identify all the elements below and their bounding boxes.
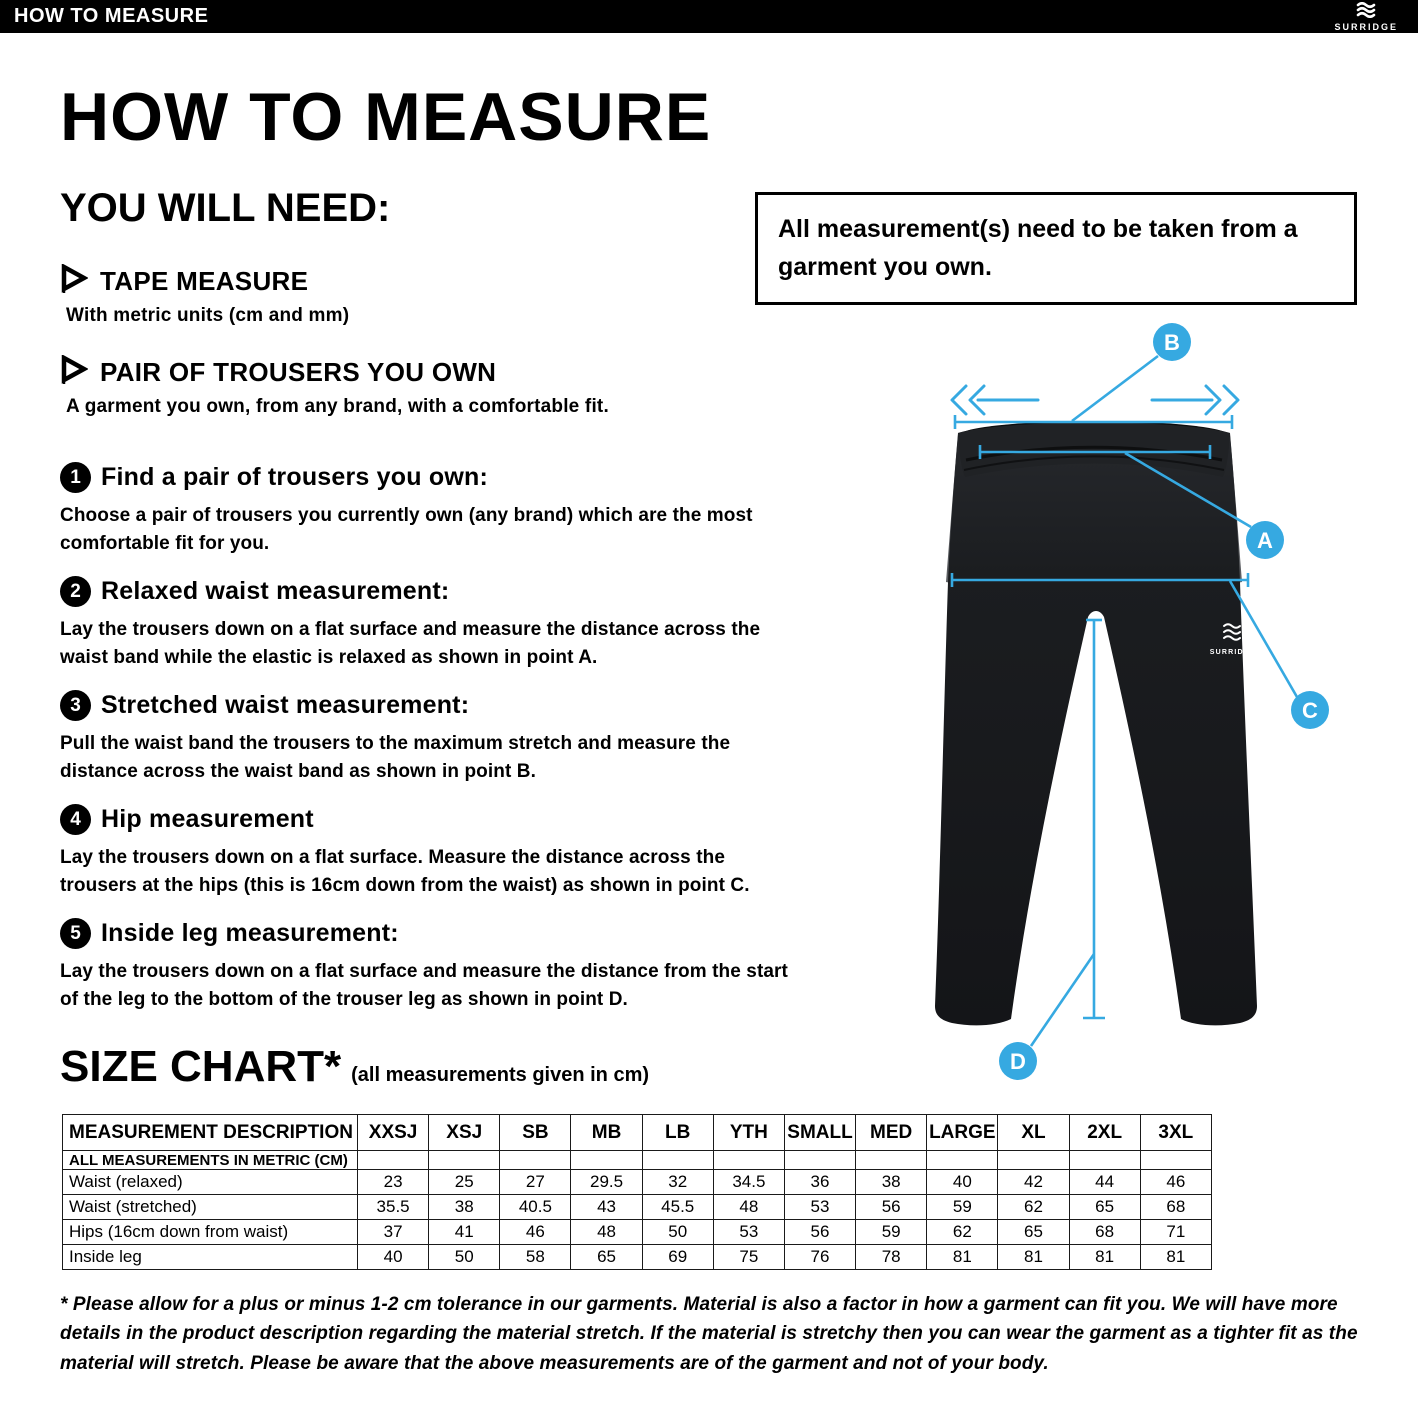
size-table-empty-cell <box>358 1151 429 1170</box>
trousers-measurement-diagram <box>900 320 1412 1090</box>
size-table-empty-cell <box>1069 1151 1140 1170</box>
step-number-badge: 2 <box>60 576 91 607</box>
size-table-value-cell: 65 <box>1069 1195 1140 1220</box>
step-1 <box>60 462 850 557</box>
size-table-row <box>63 1170 1212 1195</box>
size-table-metric-note: ALL MEASUREMENTS IN METRIC (CM) <box>63 1151 358 1170</box>
size-table-header-cell: YTH <box>713 1115 784 1151</box>
size-table-value-cell: 76 <box>784 1245 855 1270</box>
svg-text:B: B <box>1164 330 1180 355</box>
size-table-value-cell: 38 <box>856 1170 927 1195</box>
callout-text: All measurement(s) need to be taken from a garment you own. <box>778 215 1298 281</box>
surridge-wordmark: SURRIDGE <box>1334 21 1398 32</box>
size-table-header-cell: 2XL <box>1069 1115 1140 1151</box>
size-table-header-cell: LB <box>642 1115 713 1151</box>
size-table-value-cell: 65 <box>571 1245 642 1270</box>
size-table-value-cell: 65 <box>998 1220 1069 1245</box>
size-table-value-cell: 75 <box>713 1245 784 1270</box>
step-body: Lay the trousers down on a flat surface. Measure the distance across the trousers at the hips (this is 16cm down from the waist) as shown in point C. <box>60 847 750 896</box>
size-table-row-label: Waist (stretched) <box>63 1195 358 1220</box>
size-table-header-cell: MB <box>571 1115 642 1151</box>
size-table-value-cell: 62 <box>998 1195 1069 1220</box>
size-table-row <box>63 1195 1212 1220</box>
size-table-header-cell: XL <box>998 1115 1069 1151</box>
size-table-value-cell: 42 <box>998 1170 1069 1195</box>
size-table-empty-cell <box>1140 1151 1211 1170</box>
size-table-value-cell: 34.5 <box>713 1170 784 1195</box>
triangle-bullet-icon <box>60 355 88 390</box>
size-table-value-cell: 48 <box>713 1195 784 1220</box>
svg-text:SURRIDGE: SURRIDGE <box>1209 649 1257 656</box>
size-table-value-cell: 44 <box>1069 1170 1140 1195</box>
size-chart-subtitle: (all measurements given in cm) <box>351 1064 650 1086</box>
step-number-badge: 4 <box>60 804 91 835</box>
pant-silhouette <box>935 421 1257 1025</box>
size-table-value-cell: 45.5 <box>642 1195 713 1220</box>
step-number-badge: 3 <box>60 690 91 721</box>
size-table-header-cell: MEASUREMENT DESCRIPTION <box>63 1115 358 1151</box>
size-table-value-cell: 56 <box>856 1195 927 1220</box>
size-table-value-cell: 81 <box>1140 1245 1211 1270</box>
svg-text:A: A <box>1257 528 1273 553</box>
size-table-empty-cell <box>571 1151 642 1170</box>
size-table-header-cell: SMALL <box>784 1115 855 1151</box>
size-table-value-cell: 41 <box>429 1220 500 1245</box>
size-table-value-cell: 40.5 <box>500 1195 571 1220</box>
size-table-value-cell: 50 <box>429 1245 500 1270</box>
step-2 <box>60 576 850 671</box>
size-table-value-cell: 59 <box>856 1220 927 1245</box>
size-table-value-cell: 43 <box>571 1195 642 1220</box>
size-table-header-cell: XSJ <box>429 1115 500 1151</box>
size-table-value-cell: 38 <box>429 1195 500 1220</box>
size-table-empty-cell <box>642 1151 713 1170</box>
step-title: Relaxed waist measurement: <box>101 577 450 605</box>
step-title: Inside leg measurement: <box>101 919 399 947</box>
size-table-value-cell: 62 <box>927 1220 998 1245</box>
surridge-logo <box>1334 2 1404 32</box>
size-table-row-label: Waist (relaxed) <box>63 1170 358 1195</box>
step-title: Stretched waist measurement: <box>101 691 470 719</box>
size-table-value-cell: 40 <box>927 1170 998 1195</box>
top-bar <box>0 0 1418 33</box>
step-4 <box>60 804 850 899</box>
size-table-body <box>63 1151 1212 1270</box>
need-item-subtitle: A garment you own, from any brand, with a comfortable fit. <box>66 396 609 417</box>
size-table-row-label: Hips (16cm down from waist) <box>63 1220 358 1245</box>
step-title: Find a pair of trousers you own: <box>101 463 488 491</box>
size-table-empty-cell <box>998 1151 1069 1170</box>
size-table-value-cell: 37 <box>358 1220 429 1245</box>
size-table-header-cell: MED <box>856 1115 927 1151</box>
size-table-value-cell: 59 <box>927 1195 998 1220</box>
size-table-value-cell: 68 <box>1069 1220 1140 1245</box>
size-table-value-cell: 71 <box>1140 1220 1211 1245</box>
step-body: Choose a pair of trousers you currently own (any brand) which are the most comfortable fit for you. <box>60 505 753 554</box>
size-chart-title: SIZE CHART* <box>60 1042 342 1091</box>
size-table-empty-cell <box>500 1151 571 1170</box>
size-table-value-cell: 81 <box>998 1245 1069 1270</box>
size-table-value-cell: 29.5 <box>571 1170 642 1195</box>
size-table-row <box>63 1245 1212 1270</box>
top-bar-title: HOW TO MEASURE <box>14 5 209 27</box>
need-item-title: PAIR OF TROUSERS YOU OWN <box>100 357 497 387</box>
size-table-value-cell: 36 <box>784 1170 855 1195</box>
need-item-trousers <box>60 355 609 418</box>
size-table-value-cell: 81 <box>1069 1245 1140 1270</box>
need-item-title: TAPE MEASURE <box>100 266 309 296</box>
size-table-value-cell: 50 <box>642 1220 713 1245</box>
size-table-value-cell: 78 <box>856 1245 927 1270</box>
size-table-metric-row <box>63 1151 1212 1170</box>
size-table-value-cell: 69 <box>642 1245 713 1270</box>
size-table-value-cell: 58 <box>500 1245 571 1270</box>
size-table-value-cell: 68 <box>1140 1195 1211 1220</box>
svg-text:D: D <box>1010 1049 1026 1074</box>
size-table-value-cell: 53 <box>784 1195 855 1220</box>
size-table-empty-cell <box>856 1151 927 1170</box>
size-table-value-cell: 81 <box>927 1245 998 1270</box>
step-title: Hip measurement <box>101 805 314 833</box>
size-table-value-cell: 27 <box>500 1170 571 1195</box>
step-number-badge: 5 <box>60 918 91 949</box>
triangle-bullet-icon <box>60 264 88 299</box>
you-will-need-heading: YOU WILL NEED: <box>60 186 391 230</box>
need-item-tape-measure <box>60 264 349 327</box>
size-chart-heading <box>60 1042 649 1092</box>
size-table-row <box>63 1220 1212 1245</box>
size-table-empty-cell <box>784 1151 855 1170</box>
size-table-value-cell: 56 <box>784 1220 855 1245</box>
measure-line-B <box>952 323 1238 429</box>
step-3 <box>60 690 850 785</box>
callout-box <box>755 192 1357 305</box>
size-table-value-cell: 35.5 <box>358 1195 429 1220</box>
size-table-empty-cell <box>713 1151 784 1170</box>
step-5 <box>60 918 850 1013</box>
size-table-head-row <box>63 1115 1212 1151</box>
size-table-header-cell: SB <box>500 1115 571 1151</box>
need-item-subtitle: With metric units (cm and mm) <box>66 305 350 326</box>
size-table-value-cell: 32 <box>642 1170 713 1195</box>
size-table-empty-cell <box>429 1151 500 1170</box>
size-chart-table <box>62 1114 1212 1270</box>
svg-text:C: C <box>1302 698 1318 723</box>
page-title: HOW TO MEASURE <box>60 79 712 155</box>
size-table-value-cell: 48 <box>571 1220 642 1245</box>
size-table-value-cell: 53 <box>713 1220 784 1245</box>
size-table-row-label: Inside leg <box>63 1245 358 1270</box>
step-body: Lay the trousers down on a flat surface and measure the distance across the waist band while the elastic is relaxed as shown in point A. <box>60 619 761 668</box>
size-table-value-cell: 46 <box>1140 1170 1211 1195</box>
step-number-badge: 1 <box>60 462 91 493</box>
size-table-header-cell: XXSJ <box>358 1115 429 1151</box>
size-table-value-cell: 40 <box>358 1245 429 1270</box>
size-table-value-cell: 25 <box>429 1170 500 1195</box>
size-table-value-cell: 46 <box>500 1220 571 1245</box>
step-body: Pull the waist band the trousers to the maximum stretch and measure the distance across the waist band as shown in point B. <box>60 733 731 782</box>
size-table-empty-cell <box>927 1151 998 1170</box>
size-table-header-cell: 3XL <box>1140 1115 1211 1151</box>
surridge-s-icon <box>1353 2 1379 22</box>
step-body: Lay the trousers down on a flat surface and measure the distance from the start of the leg to the bottom of the trouser leg as shown in point D. <box>60 961 788 1010</box>
footnote-text: * Please allow for a plus or minus 1-2 cm tolerance in our garments. Material is also a factor in how a garment can fit you. We will have more details in the product description regarding the material stretch. If the material is stretchy then you can wear the garment as a tighter fit as the material will stretch. Please be aware that the above measurements are of the garment and not of your body. <box>60 1294 1358 1374</box>
size-table-header-cell: LARGE <box>927 1115 998 1151</box>
size-table-value-cell: 23 <box>358 1170 429 1195</box>
